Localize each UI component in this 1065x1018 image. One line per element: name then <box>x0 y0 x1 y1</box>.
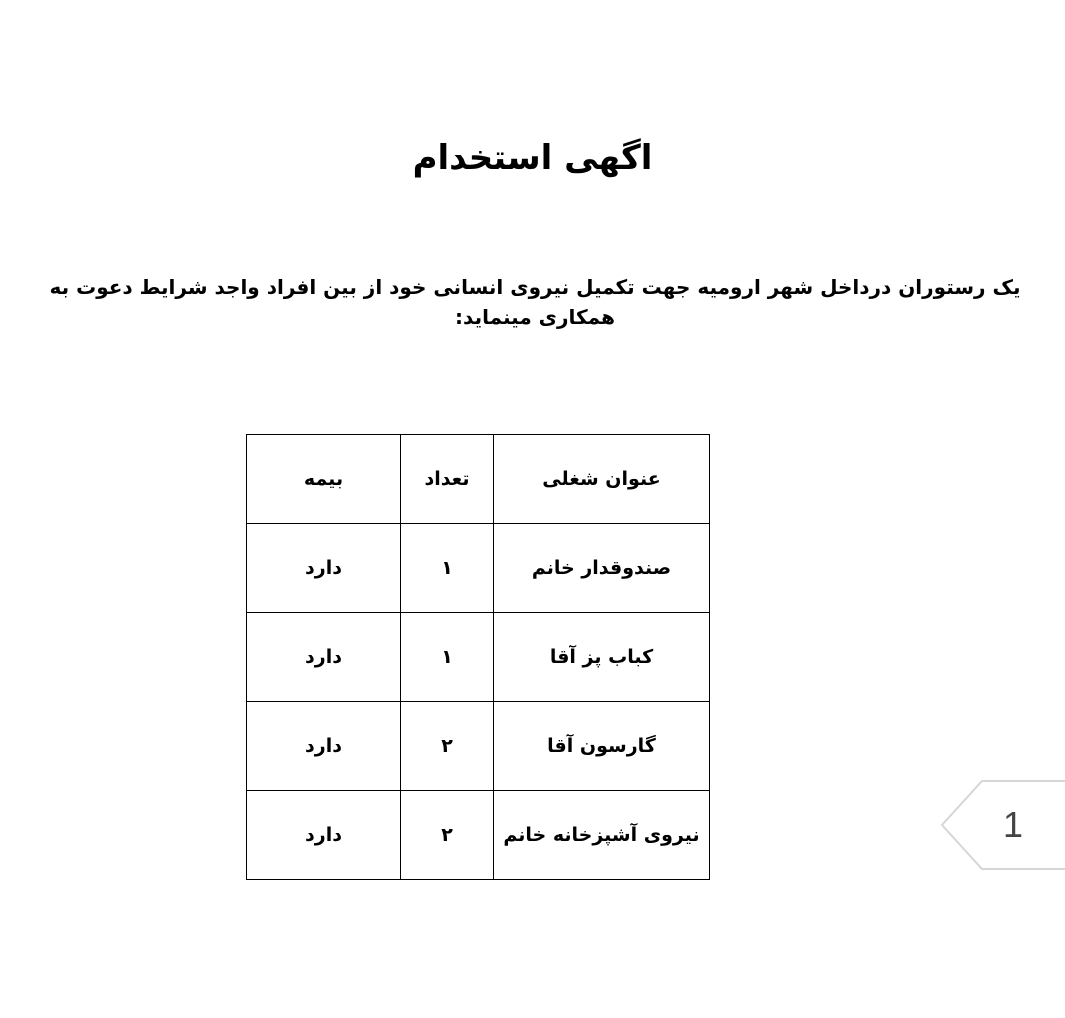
cell-count: ۲ <box>401 702 494 791</box>
header-insurance: بیمه <box>247 435 401 524</box>
cell-job-title: کباب پز آقا <box>494 613 710 702</box>
table-row <box>247 613 710 702</box>
cell-insurance: دارد <box>247 791 401 880</box>
page-number: 1 <box>1002 804 1024 845</box>
table-row <box>247 524 710 613</box>
cell-insurance: دارد <box>247 524 401 613</box>
table-row <box>247 702 710 791</box>
cell-count: ۱ <box>401 524 494 613</box>
cell-count: ۲ <box>401 791 494 880</box>
cell-insurance: دارد <box>247 702 401 791</box>
cell-insurance: دارد <box>247 613 401 702</box>
header-count: تعداد <box>401 435 494 524</box>
cell-job-title: گارسون آقا <box>494 702 710 791</box>
page-number-tab[interactable] <box>940 780 1065 870</box>
header-job-title: عنوان شغلی <box>494 435 710 524</box>
cell-job-title: نیروی آشپزخانه خانم <box>494 791 710 880</box>
cell-count: ۱ <box>401 613 494 702</box>
intro-paragraph: یک رستوران درداخل شهر ارومیه جهت تکمیل نیروی انسانی خود از بین افراد واجد شرایط دعوت به همکاری مینماید: <box>49 275 1021 329</box>
cell-job-title: صندوقدار خانم <box>494 524 710 613</box>
table-row <box>247 791 710 880</box>
table-header-row <box>247 435 710 524</box>
jobs-table <box>246 434 710 880</box>
page-title: اگهی استخدام <box>412 138 653 178</box>
